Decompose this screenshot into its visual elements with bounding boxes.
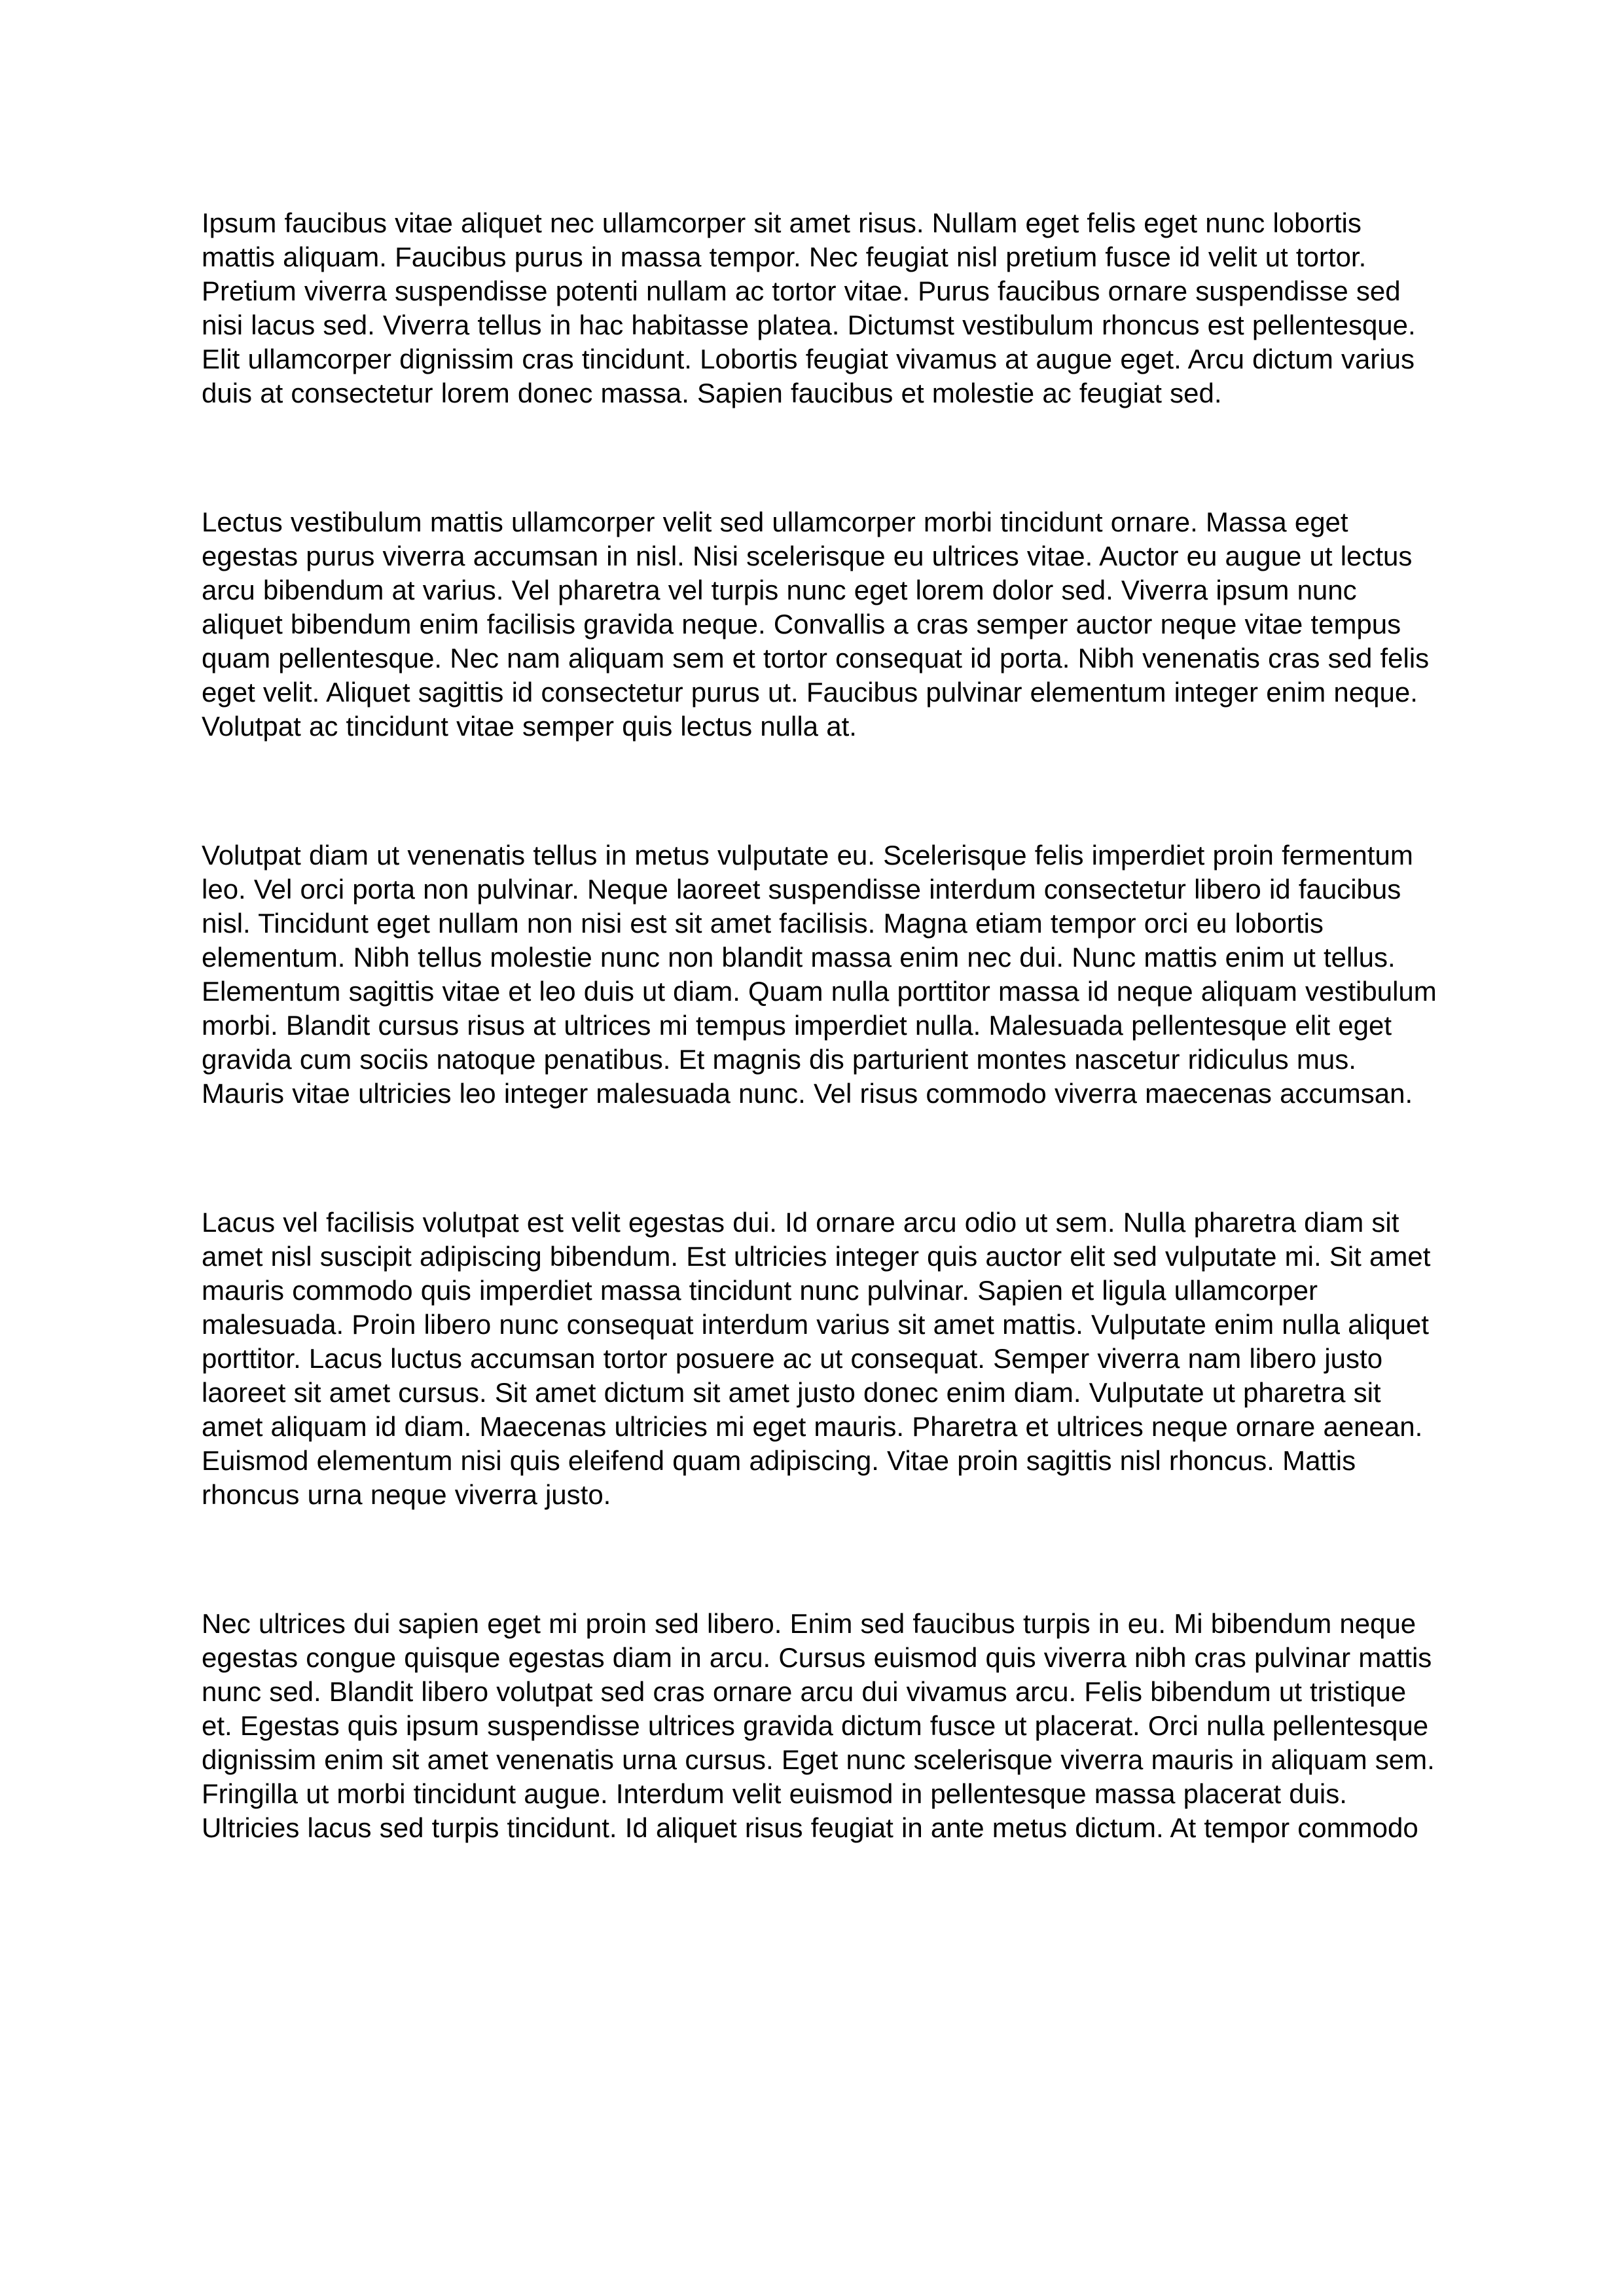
paragraph-3: Volutpat diam ut venenatis tellus in metus vulputate eu. Scelerisque felis imperdiet proin fermentum leo. Vel orci porta non pulvinar. Neque laoreet suspendisse interdum consectetur libero id faucibus nisl. Tincidunt eget nullam non nisi est sit amet facilisis. Magna etiam tempor orci eu lobortis elementum. Nibh tellus molestie nunc non blandit massa enim nec dui. Nunc mattis enim ut tellus. Elementum sagittis vitae et leo duis ut diam. Quam nulla porttitor massa id neque aliquam vestibulum morbi. Blandit cursus risus at ultrices mi tempus imperdiet nulla. Malesuada pellentesque elit eget gravida cum sociis natoque penatibus. Et magnis dis parturient montes nascetur ridiculus mus. Mauris vitae ultricies leo integer malesuada nunc. Vel risus commodo viverra maecenas accumsan. [202,840,1437,1109]
paragraph-1: Ipsum faucibus vitae aliquet nec ullamcorper sit amet risus. Nullam eget felis eget nunc lobortis mattis aliquam. Faucibus purus in massa tempor. Nec feugiat nisl pretium fusce id velit ut tortor. Pretium viverra suspendisse potenti nullam ac tortor vitae. Purus faucibus ornare suspendisse sed nisi lacus sed. Viverra tellus in hac habitasse platea. Dictumst vestibulum rhoncus est pellentesque. Elit ullamcorper dignissim cras tincidunt. Lobortis feugiat vivamus at augue eget. Arcu dictum varius duis at consectetur lorem donec massa. Sapien faucibus et molestie ac feugiat sed. [202,207,1416,408]
paragraph-5: Nec ultrices dui sapien eget mi proin sed libero. Enim sed faucibus turpis in eu. Mi bibendum neque egestas congue quisque egestas diam in arcu. Cursus euismod quis viverra nibh cras pulvinar mattis nunc sed. Blandit libero volutpat sed cras ornare arcu dui vivamus arcu. Felis bibendum ut tristique et. Egestas quis ipsum suspendisse ultrices gravida dictum fusce ut placerat. Orci nulla pellentesque dignissim enim sit amet venenatis urna cursus. Eget nunc scelerisque viverra mauris in aliquam sem. Fringilla ut morbi tincidunt augue. Interdum velit euismod in pellentesque massa placerat duis. Ultricies lacus sed turpis tincidunt. Id aliquet risus feugiat in ante metus dictum. At tempor commodo [202,1608,1435,1843]
paragraph-4: Lacus vel facilisis volutpat est velit egestas dui. Id ornare arcu odio ut sem. Nulla pharetra diam sit amet nisl suscipit adipiscing bibendum. Est ultricies integer quis auctor elit sed vulputate mi. Sit amet mauris commodo quis imperdiet massa tincidunt nunc pulvinar. Sapien et ligula ullamcorper malesuada. Proin libero nunc consequat interdum varius sit amet mattis. Vulputate enim nulla aliquet porttitor. Lacus luctus accumsan tortor posuere ac ut consequat. Semper viverra nam libero justo laoreet sit amet cursus. Sit amet dictum sit amet justo donec enim diam. Vulputate ut pharetra sit amet aliquam id diam. Maecenas ultricies mi eget mauris. Pharetra et ultrices neque ornare aenean. Euismod elementum nisi quis eleifend quam adipiscing. Vitae proin sagittis nisl rhoncus. Mattis rhoncus urna neque viverra justo. [202,1207,1431,1510]
document-body-text [202,206,1437,1845]
paragraph-2: Lectus vestibulum mattis ullamcorper velit sed ullamcorper morbi tincidunt ornare. Massa eget egestas purus viverra accumsan in nisl. Nisi scelerisque eu ultrices vitae. Auctor eu augue ut lectus arcu bibendum at varius. Vel pharetra vel turpis nunc eget lorem dolor sed. Viverra ipsum nunc aliquet bibendum enim facilisis gravida neque. Convallis a cras semper auctor neque vitae tempus quam pellentesque. Nec nam aliquam sem et tortor consequat id porta. Nibh venenatis cras sed felis eget velit. Aliquet sagittis id consectetur purus ut. Faucibus pulvinar elementum integer enim neque. Volutpat ac tincidunt vitae semper quis lectus nulla at. [202,507,1430,742]
